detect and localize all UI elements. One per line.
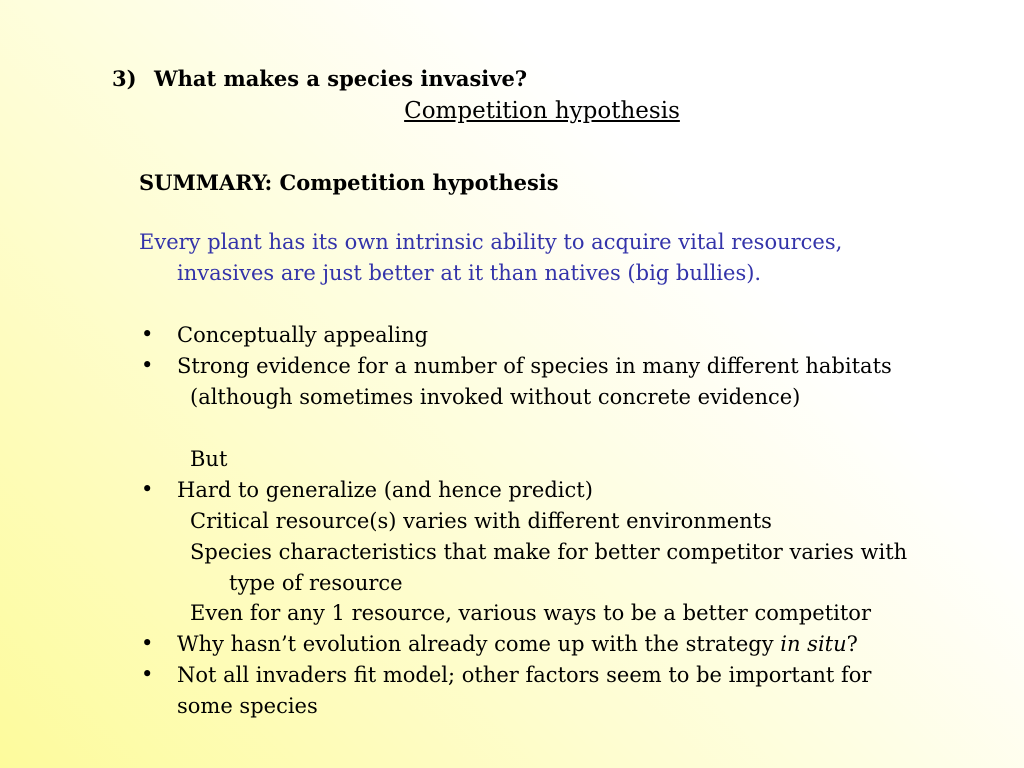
bullet-3-marker: • [141, 477, 154, 501]
slide-heading [112, 66, 527, 91]
bullet-3-sub-2-line-1: Species characteristics that make for better competitor varies with [190, 540, 908, 564]
bullet-4-italic: in situ [780, 632, 847, 656]
summary-title: SUMMARY: Competition hypothesis [139, 170, 559, 195]
but-label: But [190, 447, 228, 471]
bullet-2-marker: • [141, 353, 154, 377]
heading-number: 3) [112, 66, 137, 91]
bullet-4-before: Why hasn’t evolution already come up with the strategy [177, 632, 781, 656]
bullet-1-marker: • [141, 322, 154, 346]
slide-subtitle: Competition hypothesis [404, 98, 680, 124]
bullet-3-sub-1: Critical resource(s) varies with different environments [190, 509, 772, 533]
bullet-2-line-2: (although sometimes invoked without concrete evidence) [190, 385, 801, 409]
bullet-5-line-1: Not all invaders fit model; other factors seem to be important for [177, 663, 872, 687]
bullet-3-text: Hard to generalize (and hence predict) [177, 478, 593, 502]
heading-text: What makes a species invasive? [154, 66, 528, 91]
bullet-2-line-1: Strong evidence for a number of species in many different habitats [177, 354, 892, 378]
bullet-4-text [177, 629, 858, 660]
bullet-1-text: Conceptually appealing [177, 323, 429, 347]
intro-line-2: invasives are just better at it than natives (big bullies). [177, 261, 762, 285]
bullet-3-sub-2-line-2: type of resource [229, 571, 403, 595]
bullet-4-after: ? [846, 632, 858, 656]
bullet-4-marker: • [141, 631, 154, 655]
bullet-3-sub-3: Even for any 1 resource, various ways to be a better competitor [190, 601, 871, 625]
bullet-5-marker: • [141, 662, 154, 686]
bullet-5-line-2: some species [177, 694, 318, 718]
intro-line-1: Every plant has its own intrinsic ability to acquire vital resources, [139, 230, 843, 254]
